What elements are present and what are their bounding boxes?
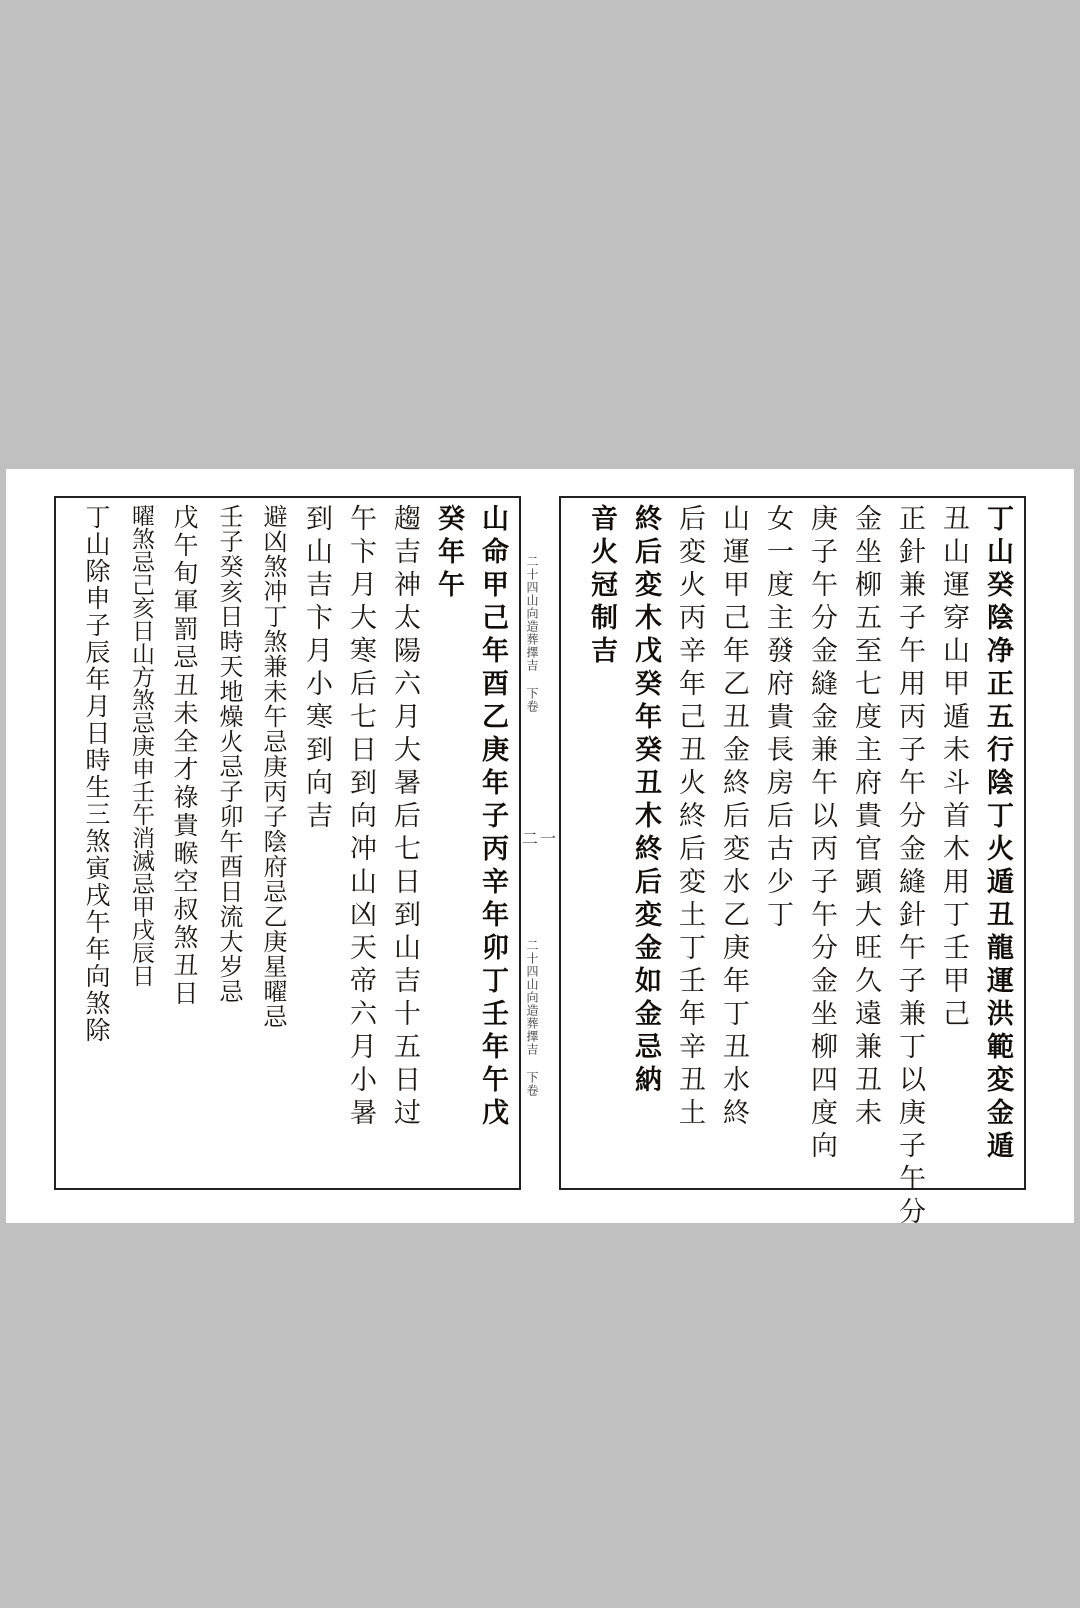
left-column-3: 趨吉神太陽六月大暑后七日到山吉十五日过: [389, 504, 420, 1131]
right-column-8: 后変火丙辛年己丑火終后変土丁壬年辛丑土: [674, 504, 705, 1131]
right-column-2: 丑山運穿山甲遁未斗首木用丁壬甲己: [938, 504, 969, 1032]
scanned-book-spread: [6, 469, 1074, 1230]
left-column-5: 到山吉卞月小寒到向吉: [301, 504, 332, 834]
gutter-book-title-lower: 二十四山向造葬擇吉 下卷: [525, 939, 539, 1097]
left-column-4: 午卞月大寒后七日到向冲山凶天帝六月小暑: [345, 504, 376, 1131]
left-column-8: 戊午旬軍罰忌丑未全才祿貴㬋空叔煞丑日: [170, 504, 199, 1008]
right-column-5: 庚子午分金縫金兼午以丙子午分金坐柳四度向: [806, 504, 837, 1164]
left-column-1: 山命甲己年酉乙庚年子丙辛年卯丁壬年午戊: [477, 504, 508, 1131]
left-column-2: 癸年午: [433, 504, 464, 603]
left-column-7: 壬子癸亥日時天地燥火忌子卯午酉日流大岁忌: [215, 504, 243, 1004]
right-page: [559, 496, 1026, 1230]
right-column-3: 正針兼子午用丙子午分金縫針午子兼丁以庚子午分: [894, 504, 925, 1230]
gutter-book-title: 二十四山向造葬擇吉 下卷: [525, 555, 539, 713]
gutter-page-number: 二一: [522, 829, 559, 848]
right-column-1: 丁山癸陰净正五行陰丁火遁丑龍運洪範変金遁: [982, 504, 1013, 1164]
right-column-10: 音火冠制吉: [586, 504, 617, 669]
right-column-6: 女一度主發府貴長房后古少丁: [762, 504, 793, 933]
right-column-7: 山運甲己年乙丑金終后変水乙庚年丁丑水終: [718, 504, 749, 1131]
left-column-10: 丁山除申子辰年月日時生三煞寅戌午年向煞除: [82, 504, 111, 1044]
right-column-4: 金坐柳五至七度主府貴官顕大旺久遠兼丑未: [850, 504, 881, 1131]
right-column-9: 終后変木戊癸年癸丑木終后変金如金忌納: [630, 504, 661, 1098]
left-column-6: 避凶煞冲丁煞兼未午忌庚丙子陰府忌乙庚星曜忌: [259, 504, 287, 1029]
left-column-9: 曜煞忌己亥日山方煞忌庚申壬午消滅忌甲戌辰日: [128, 504, 154, 987]
left-page: [54, 496, 521, 1190]
